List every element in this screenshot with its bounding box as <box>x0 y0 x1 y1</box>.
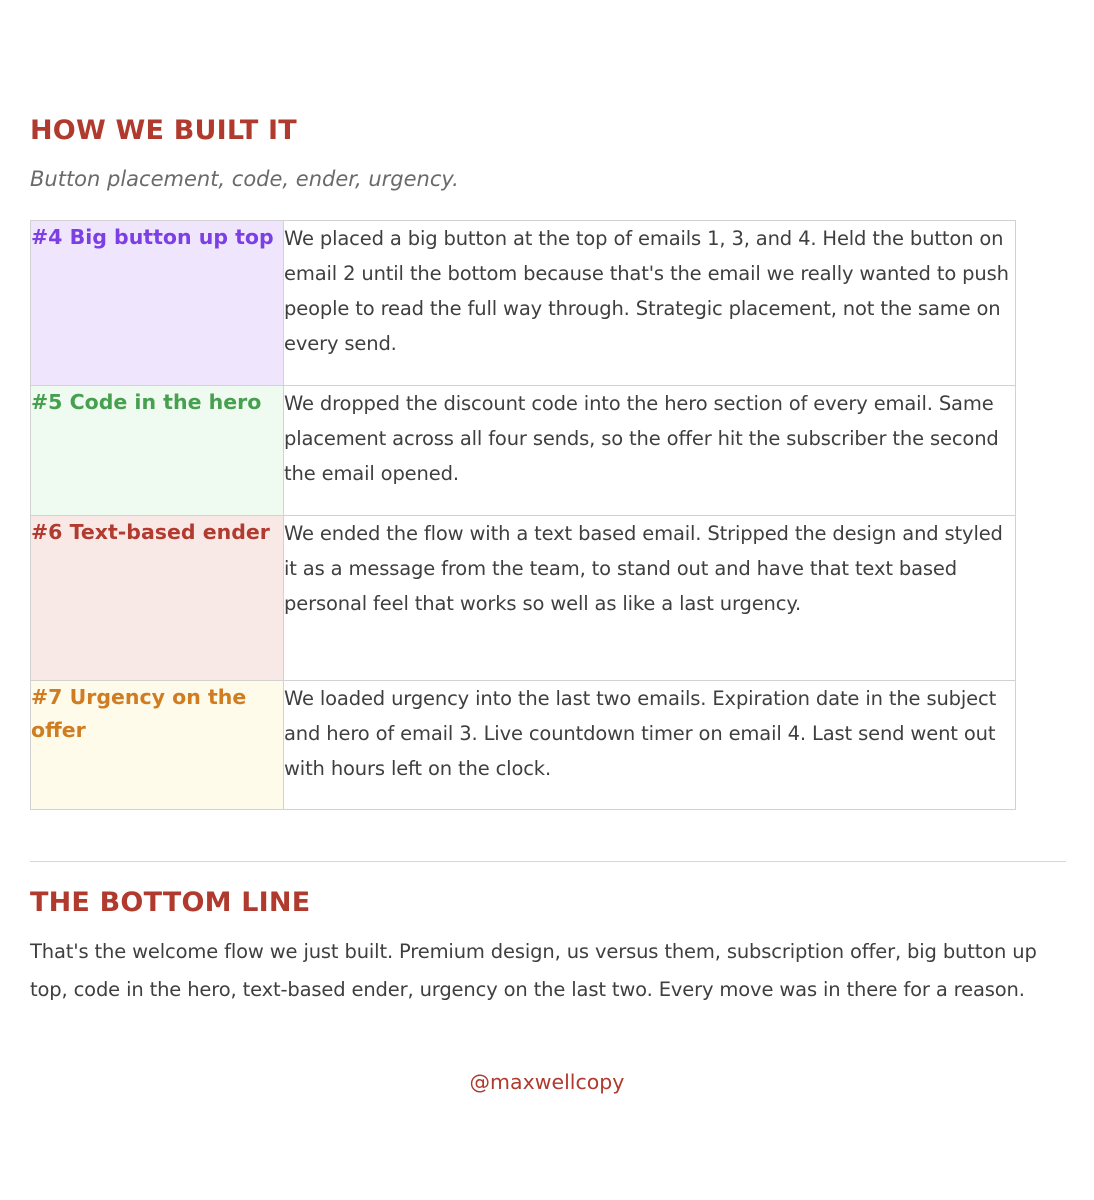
move-description-cell <box>284 221 1016 386</box>
table-row <box>31 516 1016 681</box>
section-subtitle: Button placement, code, ender, urgency. <box>30 167 459 191</box>
section-divider <box>30 861 1066 862</box>
move-label-cell <box>31 681 284 810</box>
table-row <box>31 221 1016 386</box>
move-description: We placed a big button at the top of emails 1, 3, and 4. Held the button on email 2 until the bottom because that's the email we really wanted to push people to read the full way through. Strategic placement, not the same on every send. <box>284 227 1009 355</box>
move-label-cell <box>31 516 284 681</box>
bottom-line-paragraph: That's the welcome flow we just built. Premium design, us versus them, subscription offer, big button up top, code in the hero, text-based ender, urgency on the last two. Every move was in there for a reason. <box>30 940 1037 1001</box>
move-description: We ended the flow with a text based email. Stripped the design and styled it as a message from the team, to stand out and have that text based personal feel that works so well as like a last urgency. <box>284 522 1003 615</box>
move-description-cell <box>284 516 1016 681</box>
move-label: #5 Code in the hero <box>31 390 262 414</box>
move-description-cell <box>284 681 1016 810</box>
move-label: #4 Big button up top <box>31 225 274 249</box>
move-label-cell <box>31 386 284 516</box>
moves-table-body <box>31 221 1016 810</box>
move-description: We loaded urgency into the last two emails. Expiration date in the subject and hero of email 3. Live countdown timer on email 4. Last send went out with hours left on the clock. <box>284 687 997 780</box>
move-description: We dropped the discount code into the hero section of every email. Same placement across all four sends, so the offer hit the subscriber the second the email opened. <box>284 392 999 485</box>
author-handle: @maxwellcopy <box>469 1070 625 1094</box>
move-label: #7 Urgency on the offer <box>31 685 247 742</box>
table-row <box>31 386 1016 516</box>
move-label: #6 Text-based ender <box>31 520 270 544</box>
move-description-cell <box>284 386 1016 516</box>
table-row <box>31 681 1016 810</box>
move-label-cell <box>31 221 284 386</box>
section-title-bottom-line: THE BOTTOM LINE <box>30 887 311 918</box>
moves-table <box>30 220 1016 810</box>
section-title-how-we-built-it: HOW WE BUILT IT <box>30 115 297 146</box>
